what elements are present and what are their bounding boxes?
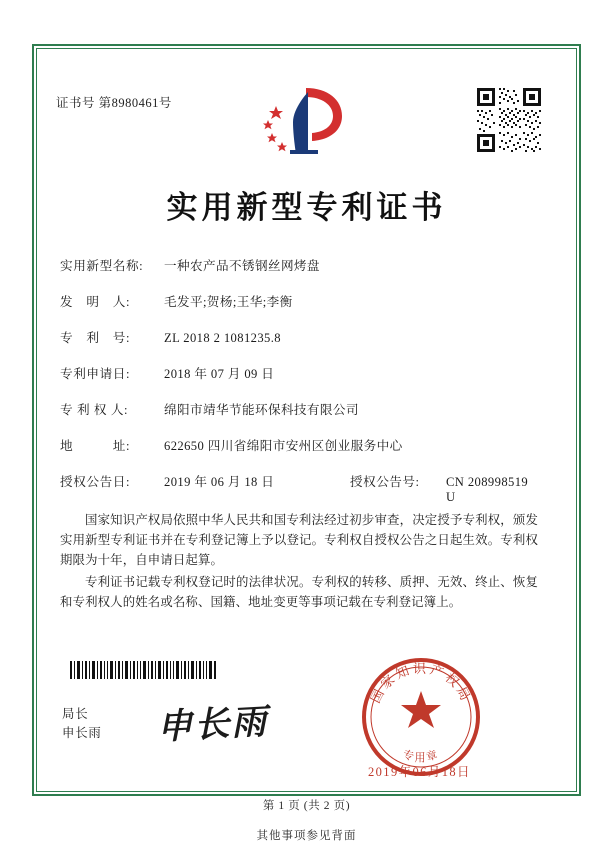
legal-text (60, 510, 538, 614)
qr-code-icon (475, 86, 543, 154)
field-utility-model-name (60, 255, 540, 274)
field-value: 2018 年 07 月 09 日 (164, 367, 275, 381)
field-value: 622650 四川省绵阳市安州区创业服务中心 (164, 439, 403, 453)
field-address (60, 435, 540, 454)
field-label-announcement-no: 授权公告号: (350, 475, 420, 489)
field-inventors (60, 291, 540, 310)
field-label: 地 址: (60, 439, 131, 453)
field-label: 专利申请日: (60, 367, 131, 381)
legal-paragraph-1: 国家知识产权局依照中华人民共和国专利法经过初步审查，决定授予专利权，颁发实用新型专利证书并在专利登记簿上予以登记。专利权自授权公告之日起生效。专利权期限为十年，自申请日起算。 (60, 513, 538, 567)
footer-note: 其他事项参见背面 (256, 830, 357, 842)
field-value: ZL 2018 2 1081235.8 (164, 331, 281, 345)
field-value: 绵阳市靖华节能环保科技有限公司 (164, 403, 359, 417)
director-name: 申长雨 (62, 726, 102, 740)
certificate-number: 证书号 第8980461号 (56, 96, 172, 110)
certificate-fields (60, 255, 540, 522)
field-label: 发 明 人: (60, 295, 131, 309)
svg-text:国家知识产权局: 国家知识产权局 (367, 661, 475, 706)
field-value: 2019 年 06 月 18 日 (164, 475, 275, 489)
seal-date: 2019年06月18日 (368, 765, 471, 779)
field-label: 专 利 权 人: (60, 403, 129, 417)
legal-paragraph-2: 专利证书记载专利权登记时的法律状况。专利权的转移、质押、无效、终止、恢复和专利权人的姓名或名称、国籍、地址变更等事项记载在专利登记簿上。 (60, 575, 538, 609)
field-application-date (60, 363, 540, 382)
svg-text:专用章: 专用章 (401, 748, 441, 764)
field-patentee (60, 399, 540, 418)
sipo-logo-icon (246, 84, 366, 158)
field-value-announcement-no: CN 208998519 U (446, 475, 529, 504)
field-label: 专 利 号: (60, 331, 131, 345)
field-label: 授权公告日: (60, 475, 131, 489)
field-grant-announcement (60, 471, 540, 505)
page-number: 第 1 页 (共 2 页) (262, 800, 351, 812)
field-value: 毛发平;贺杨;王华;李衡 (164, 295, 293, 309)
director-label: 局长 (62, 707, 89, 721)
field-patent-number (60, 327, 540, 346)
field-label: 实用新型名称: (60, 259, 144, 273)
handwritten-signature: 申长雨 (156, 701, 270, 748)
signature-block (62, 705, 102, 743)
field-value: 一种农产品不锈钢丝网烤盘 (164, 259, 320, 273)
official-seal (359, 655, 483, 779)
certificate-title: 实用新型专利证书 (166, 190, 447, 226)
barcode (70, 661, 217, 679)
